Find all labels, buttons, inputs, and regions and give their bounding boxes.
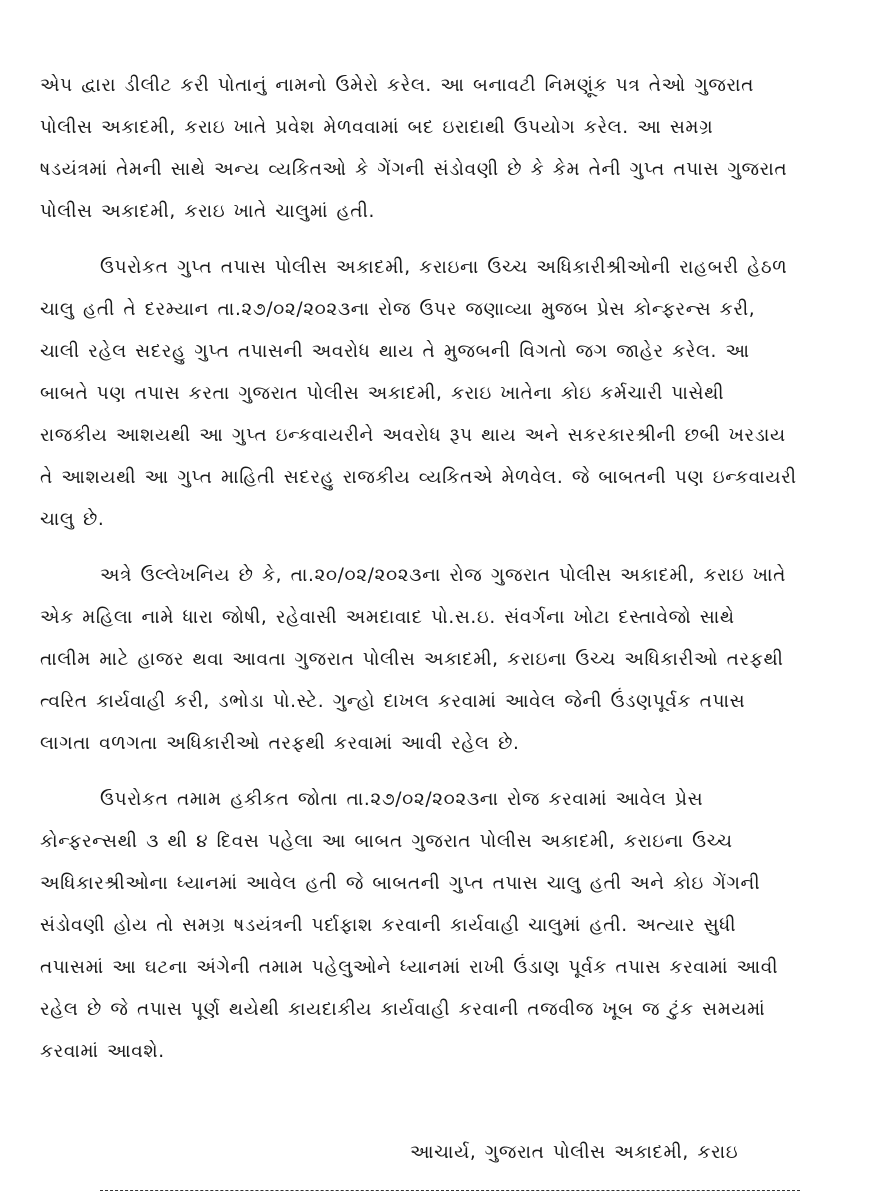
- text-line: પોલીસ અકાદમી, કરાઇ ખાતે ચાલુમાં હતી.: [40, 201, 375, 222]
- text-line: એક મહિલા નામે ધારા જોષી, રહેવાસી અમદાવાદ પો.સ.ઇ. સંવર્ગના ખોટા દસ્તાવેજો સાથે: [40, 607, 735, 628]
- text-line: તાલીમ માટે હાજર થવા આવતા ગુજરાત પોલીસ અકાદમી, કરાઇના ઉચ્ચ અધિકારીઓ તરફથી: [40, 649, 784, 670]
- text-line: એપ દ્વારા ડીલીટ કરી પોતાનું નામનો ઉમેરો કરેલ. આ બનાવટી નિમણૂંક પત્ર તેઓ ગુજરાત: [40, 75, 755, 96]
- text-line: ઉપરોકત તમામ હકીકત જોતા તા.૨૭/૦૨/૨૦૨૩ના રોજ કરવામાં આવેલ પ્રેસ: [100, 789, 704, 810]
- text-line: અધિકારશ્રીઓના ધ્યાનમાં આવેલ હતી જે બાબતની ગુપ્ત તપાસ ચાલુ હતી અને કોઇ ગેંગની: [40, 873, 761, 894]
- signature-line: આચાર્ય, ગુજરાત પોલીસ અકાદમી, કરાઇ: [410, 1142, 739, 1163]
- text-line: અત્રે ઉલ્લેખનિય છે કે, તા.૨૦/૦૨/૨૦૨૩ના રોજ ગુજરાત પોલીસ અકાદમી, કરાઇ ખાતે: [100, 565, 786, 586]
- text-line: કોન્ફરન્સથી ૩ થી ૪ દિવસ પહેલા આ બાબત ગુજરાત પોલીસ અકાદમી, કરાઇના ઉચ્ચ: [40, 831, 733, 852]
- text-line: રાજકીય આશયથી આ ગુપ્ત ઇન્કવાયરીને અવરોધ રૂપ થાય અને સકરકારશ્રીની છબી ખરડાય: [40, 425, 786, 446]
- text-line: સંડોવણી હોય તો સમગ્ર ષડયંત્રની પર્દાફાશ કરવાની કાર્યવાહી ચાલુમાં હતી. અત્યાર સુધી: [40, 915, 737, 936]
- text-line: ષડયંત્રમાં તેમની સાથે અન્ય વ્યકિતઓ કે ગેંગની સંડોવણી છે કે કેમ તેની ગુપ્ત તપાસ ગુજરાત: [40, 159, 788, 180]
- text-line: ત્વરિત કાર્યવાહી કરી, ડભોડા પો.સ્ટે. ગુન્હો દાખલ કરવામાં આવેલ જેની ઉંડણપૂર્વક તપાસ: [40, 691, 746, 712]
- text-line: બાબતે પણ તપાસ કરતા ગુજરાત પોલીસ અકાદમી, કરાઇ ખાતેના કોઇ કર્મચારી પાસેથી: [40, 383, 725, 404]
- text-line: પોલીસ અકાદમી, કરાઇ ખાતે પ્રવેશ મેળવવામાં બદ ઇરાદાથી ઉપયોગ કરેલ. આ સમગ્ર: [40, 117, 714, 138]
- text-line: તપાસમાં આ ઘટના અંગેની તમામ પહેલુઓને ધ્યાનમાં રાખી ઉંડાણ પૂર્વક તપાસ કરવામાં આવી: [40, 957, 779, 978]
- text-line: રહેલ છે જે તપાસ પૂર્ણ થયેથી કાયદાકીય કાર્યવાહી કરવાની તજવીજ ખૂબ જ ટુંક સમયમાં: [40, 999, 766, 1020]
- dashed-divider: [100, 1190, 800, 1191]
- text-line: કરવામાં આવશે.: [40, 1041, 165, 1062]
- text-line: ચાલુ હતી તે દરમ્યાન તા.૨૭/૦૨/૨૦૨૩ના રોજ ઉપર જણાવ્યા મુજબ પ્રેસ કોન્ફરન્સ કરી,: [40, 299, 756, 320]
- text-line: લાગતા વળગતા અધિકારીઓ તરફથી કરવામાં આવી રહેલ છે.: [40, 733, 520, 754]
- text-line: ચાલુ છે.: [40, 509, 105, 530]
- text-line: ચાલી રહેલ સદરહુ ગુપ્ત તપાસની અવરોધ થાય તે મુજબની વિગતો જગ જાહેર કરેલ. આ: [40, 341, 750, 362]
- text-line: ઉપરોકત ગુપ્ત તપાસ પોલીસ અકાદમી, કરાઇના ઉચ્ચ અધિકારીશ્રીઓની રાહબરી હેઠળ: [100, 257, 788, 278]
- text-line: તે આશયથી આ ગુપ્ત માહિતી સદરહુ રાજકીય વ્યકિતએ મેળવેલ. જે બાબતની પણ ઇન્કવાયરી: [40, 467, 797, 488]
